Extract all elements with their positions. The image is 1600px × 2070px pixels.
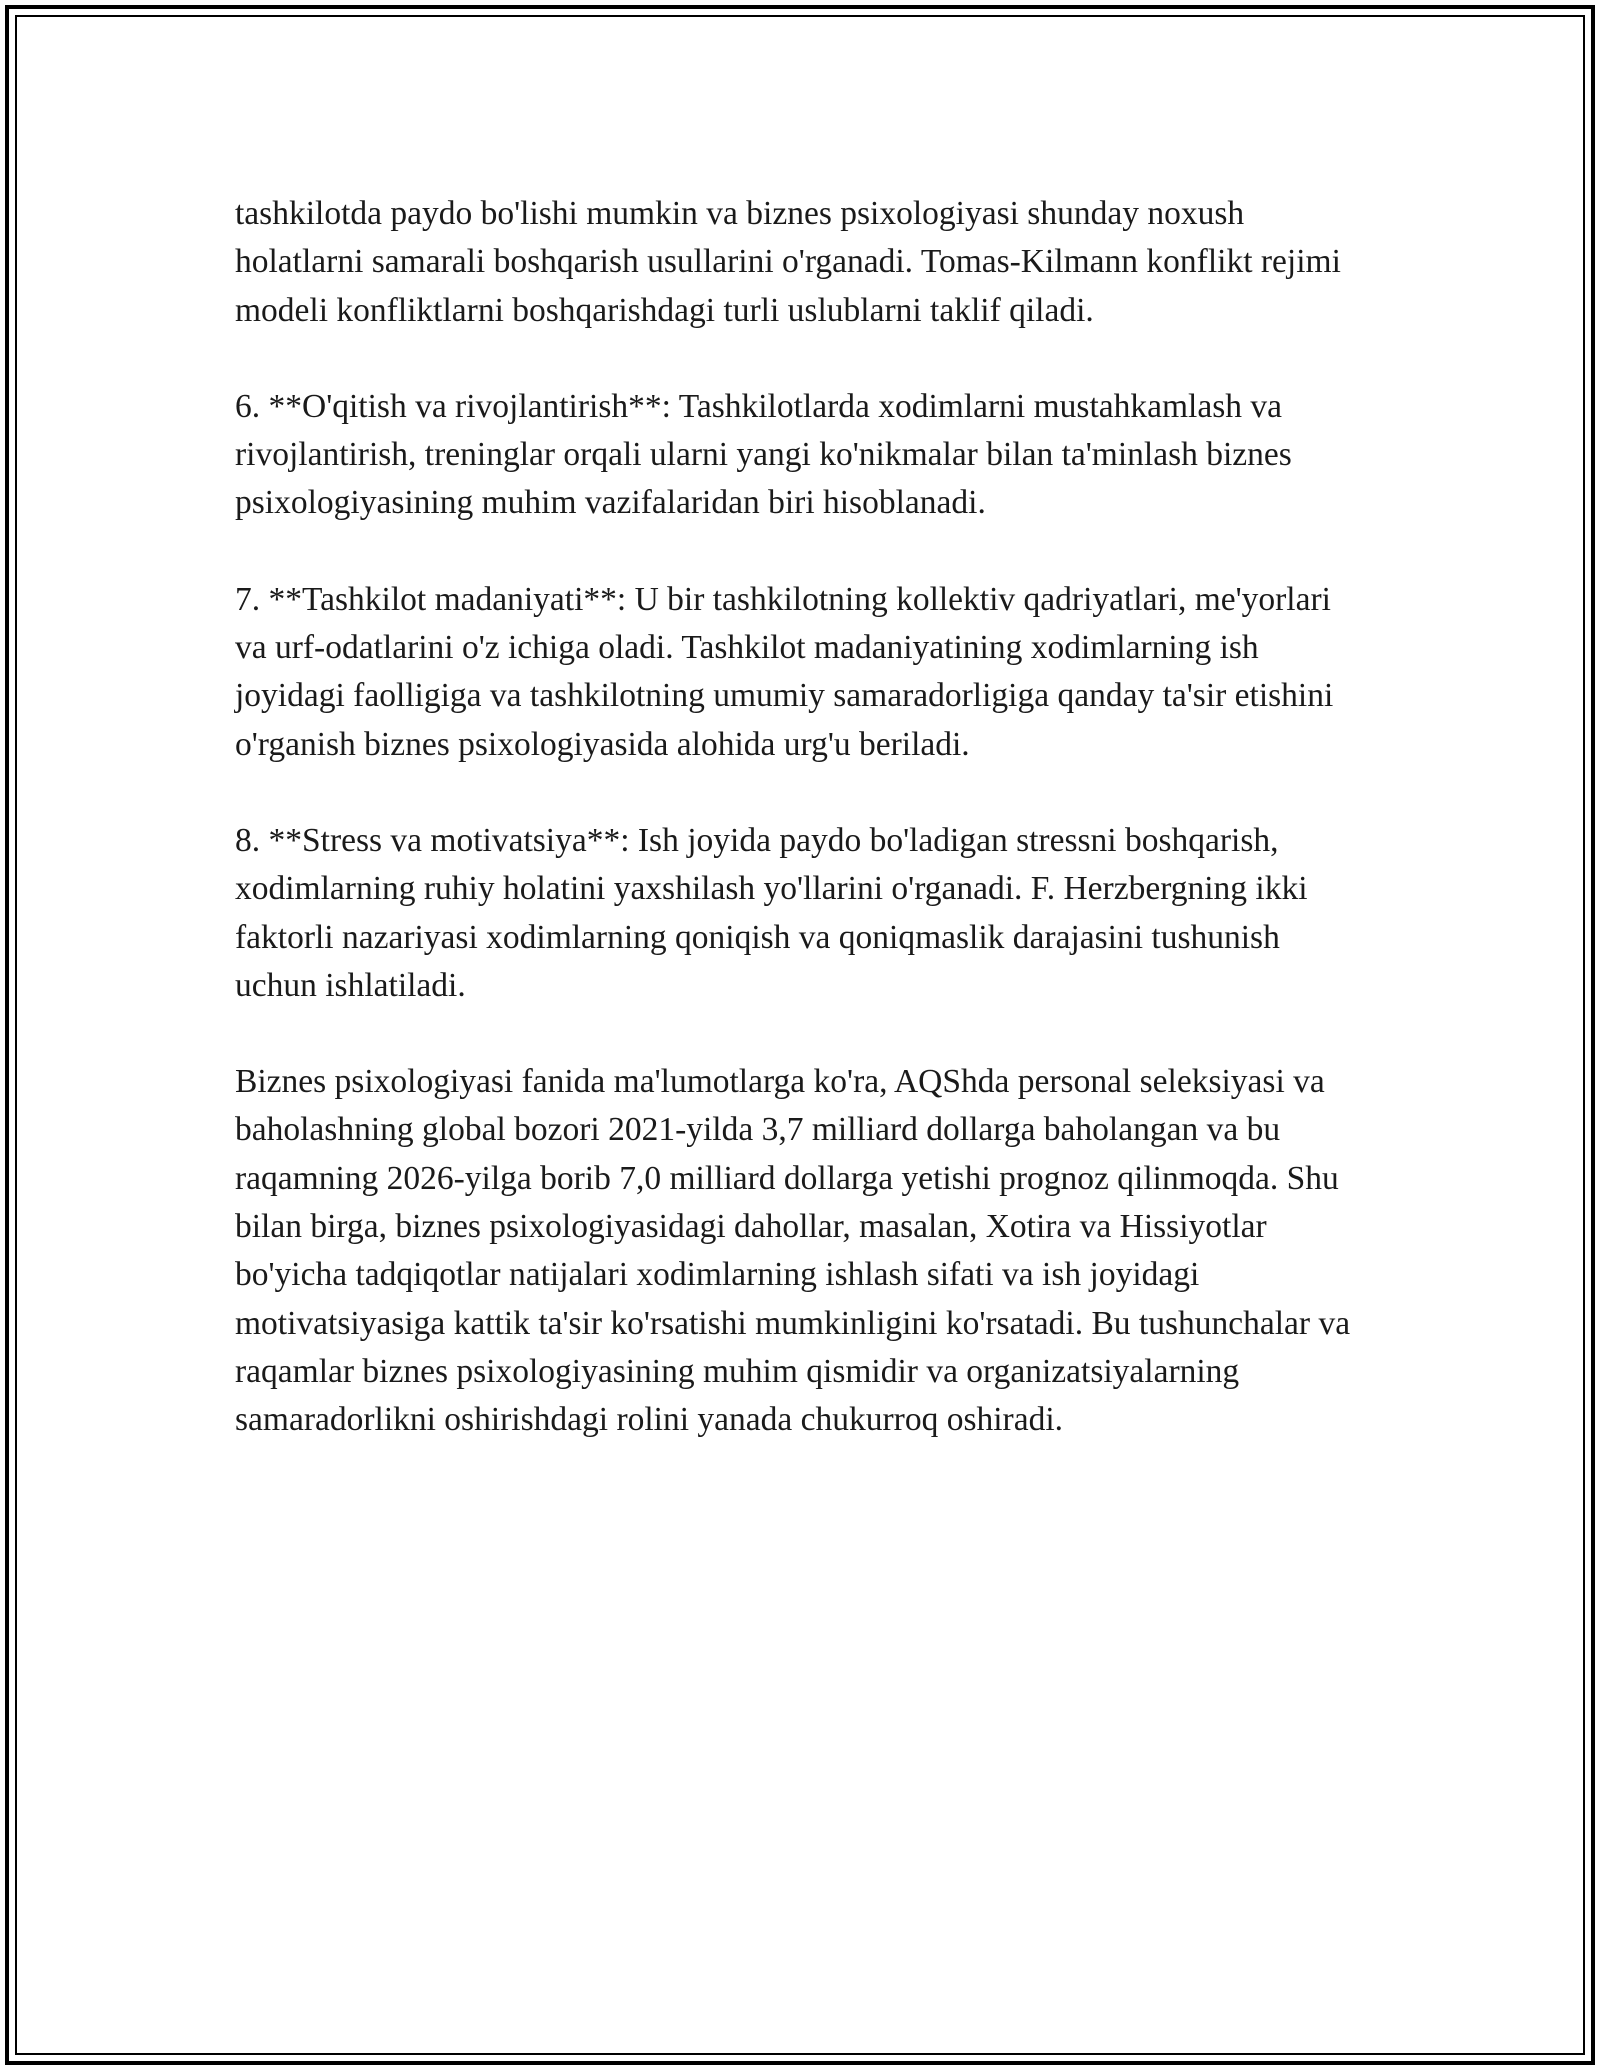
document-body <box>235 190 1365 1493</box>
paragraph-stress-motivation: 8. **Stress va motivatsiya**: Ish joyida paydo bo'ladigan stressni boshqarish, xodimlarning ruhiy holatini yaxshilash yo'llarini o'rganadi. F. Herzbergning ikki faktorli nazariyasi xodimlarning qoniqish va qoniqmaslik darajasini tushunish uchun ishlatiladi. <box>235 821 1308 1004</box>
paragraph-training-development: 6. **O'qitish va rivojlantirish**: Tashkilotlarda xodimlarni mustahkamlash va rivojlantirish, treninglar orqali ularni yangi ko'nikmalar bilan ta'minlash biznes psixologiyasining muhim vazifalaridan biri hisoblanadi. <box>235 387 1292 522</box>
paragraph-conflict-continuation: tashkilotda paydo bo'lishi mumkin va biznes psixologiyasi shunday noxush holatlarni samarali boshqarish usullarini o'rganadi. Tomas-Kilmann konflikt rejimi modeli konfliktlarni boshqarishdagi turli uslublarni taklif qiladi. <box>235 195 1341 329</box>
paragraph-market-statistics: Biznes psixologiyasi fanida ma'lumotlarga ko'ra, AQShda personal seleksiyasi va baholashning global bozori 2021-yilda 3,7 milliard dollarga baholangan va bu raqamning 2026-yilga borib 7,0 milliard dollarga yetishi prognoz qilinmoqda. Shu bilan birga, biznes psixologiyasidagi dahollar, masalan, Xotira va Hissiyotlar bo'yicha tadqiqotlar natijalari xodimlarning ishlash sifati va ish joyidagi motivatsiyasiga kattik ta'sir ko'rsatishi mumkinligini ko'rsatadi. Bu tushunchalar va raqamlar biznes psixologiyasining muhim qismidir va organizatsiyalarning samaradorlikni oshirishdagi rolini yanada chukurroq oshiradi. <box>235 1063 1351 1439</box>
paragraph-organizational-culture: 7. **Tashkilot madaniyati**: U bir tashkilotning kollektiv qadriyatlari, me'yorlari va urf-odatlarini o'z ichiga oladi. Tashkilot madaniyatining xodimlarning ish joyidagi faolligiga va tashkilotning umumiy samaradorligiga qanday ta'sir etishini o'rganish biznes psixologiyasida alohida urg'u beriladi. <box>235 580 1334 763</box>
